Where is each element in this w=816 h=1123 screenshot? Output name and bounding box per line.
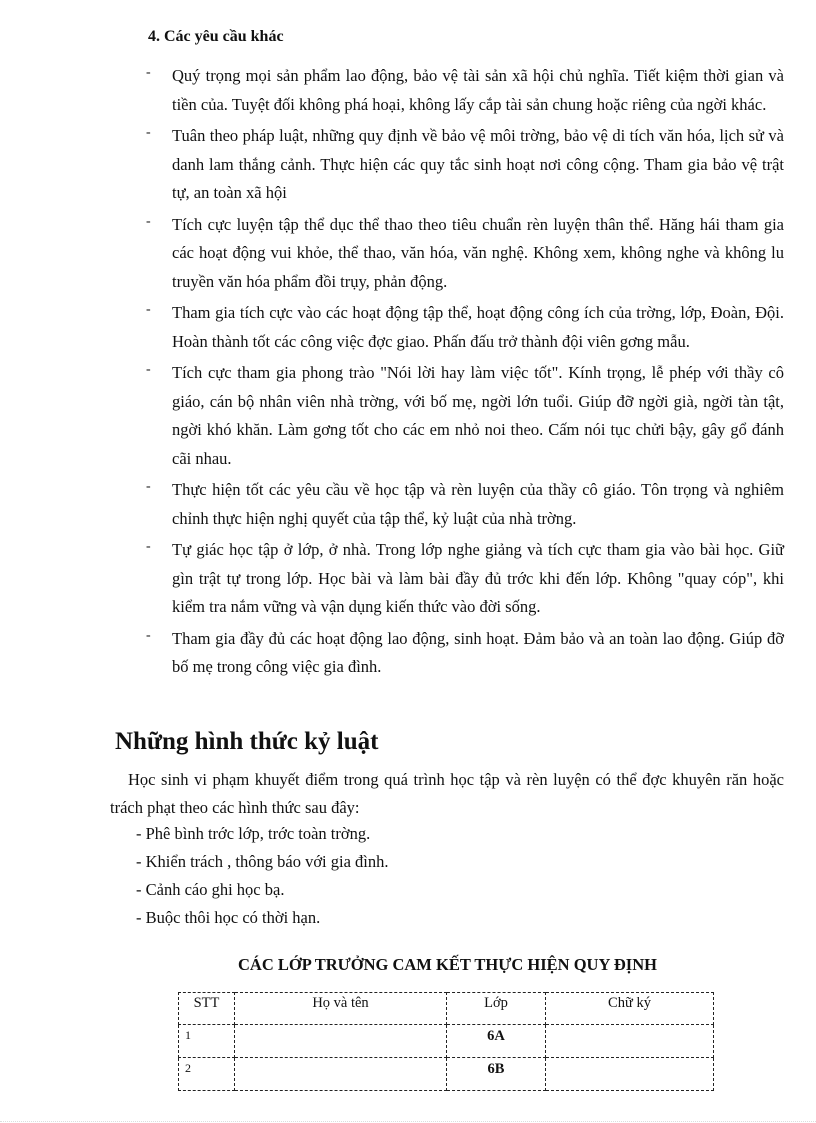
column-header-class: Lớp — [447, 993, 546, 1025]
list-item — [146, 476, 784, 533]
column-header-stt: STT — [179, 993, 235, 1025]
list-item: - Phê bình trớc lớp, trớc toàn trờng. — [136, 824, 371, 843]
list-item: - Khiển trách , thông báo với gia đình. — [136, 852, 389, 871]
cell-class: 6B — [447, 1058, 546, 1091]
list-item — [146, 536, 784, 622]
table-row — [179, 1025, 714, 1058]
list-item — [146, 359, 784, 473]
section-heading: 4. Các yêu cầu khác — [148, 28, 284, 45]
bullet-marker: - — [146, 479, 151, 494]
requirement-text: Quý trọng mọi sản phẩm lao động, bảo vệ tài sản xã hội chủ nghĩa. Tiết kiệm thời gian và tiền của. Tuyệt đối không phá hoại, không lấy cắp tài sản chung hoặc riêng của ngời khác. — [172, 66, 784, 114]
table-header-row — [179, 993, 714, 1025]
requirement-text: Tham gia đầy đủ các hoạt động lao động, sinh hoạt. Đảm bảo và an toàn lao động. Giúp đỡ bố mẹ trong công việc gia đình. — [172, 628, 784, 676]
column-header-signature: Chữ ký — [546, 993, 714, 1025]
list-item — [146, 122, 784, 208]
requirement-text: Tuân theo pháp luật, những quy định về bảo vệ môi trờng, bảo vệ di tích văn hóa, lịch sử và danh lam thắng cảnh. Thực hiện các quy tắc sinh hoạt nơi công cộng. Tham gia bảo vệ trật tự, an toàn xã hội — [172, 126, 784, 202]
cell-stt: 2 — [179, 1058, 235, 1091]
cell-signature — [546, 1058, 714, 1091]
cell-signature — [546, 1025, 714, 1058]
list-item — [146, 625, 784, 682]
requirement-text: Tham gia tích cực vào các hoạt động tập thể, hoạt động công ích của trờng, lớp, Đoàn, Đội. Hoàn thành tốt các công việc đợc giao. Phấn đấu trở thành đội viên gơng mẫu. — [172, 303, 784, 351]
cell-name — [235, 1058, 447, 1091]
bullet-marker: - — [146, 125, 151, 140]
list-item — [146, 62, 784, 119]
table-row — [179, 1058, 714, 1091]
bullet-marker: - — [146, 362, 151, 377]
bullet-marker: - — [146, 213, 151, 229]
discipline-intro: Học sinh vi phạm khuyết điểm trong quá trình học tập và rèn luyện có thể đợc khuyên răn hoặc trách phạt theo các hình thức sau đây: — [110, 770, 784, 817]
bullet-marker: - — [146, 65, 151, 80]
discipline-heading: Những hình thức kỷ luật — [115, 728, 379, 755]
list-item: - Buộc thôi học có thời hạn. — [136, 908, 321, 927]
table-title: CÁC LỚP TRƯỞNG CAM KẾT THỰC HIỆN QUY ĐỊNH — [238, 955, 657, 974]
list-item — [146, 211, 784, 297]
column-header-name: Họ và tên — [235, 993, 447, 1025]
requirement-text: Tự giác học tập ở lớp, ở nhà. Trong lớp nghe giảng và tích cực tham gia vào bài học. Giữ gìn trật tự trong lớp. Học bài và làm bài đầy đủ trớc khi đến lớp. Không "quay cóp", khi kiểm tra nắm vững và vận dụng kiến thức vào đời sống. — [172, 540, 784, 616]
cell-stt: 1 — [179, 1025, 235, 1058]
page-bottom-divider — [0, 1121, 816, 1122]
requirement-text: Thực hiện tốt các yêu cầu về học tập và rèn luyện của thầy cô giáo. Tôn trọng và nghiêm chỉnh thực hiện nghị quyết của tập thể, kỷ luật của nhà trờng. — [172, 480, 784, 528]
bullet-marker: - — [146, 302, 151, 317]
commitment-table — [178, 992, 714, 1091]
list-item: - Cảnh cáo ghi học bạ. — [136, 880, 285, 899]
requirement-text: Tích cực luyện tập thể dục thể thao theo tiêu chuẩn rèn luyện thân thể. Hăng hái tham gia các hoạt động vui khỏe, thể thao, văn hóa, văn nghệ. Không xem, không nghe và không lu truyền văn hóa phẩm đồi trụy, phản động. — [172, 214, 784, 291]
cell-name — [235, 1025, 447, 1058]
requirements-list — [146, 62, 784, 685]
list-item — [146, 299, 784, 356]
discipline-forms-list — [136, 820, 389, 932]
bullet-marker: - — [146, 627, 151, 643]
bullet-marker: - — [146, 539, 151, 554]
requirement-text: Tích cực tham gia phong trào "Nói lời hay làm việc tốt". Kính trọng, lễ phép với thầy cô giáo, cán bộ nhân viên nhà trờng, với bố mẹ, ngời lớn tuổi. Giúp đỡ ngời già, ngời tàn tật, ngời khó khăn. Làm gơng tốt cho các em nhỏ noi theo. Cấm nói tục chửi bậy, gây gổ đánh cãi nhau. — [172, 363, 784, 468]
cell-class: 6A — [447, 1025, 546, 1058]
